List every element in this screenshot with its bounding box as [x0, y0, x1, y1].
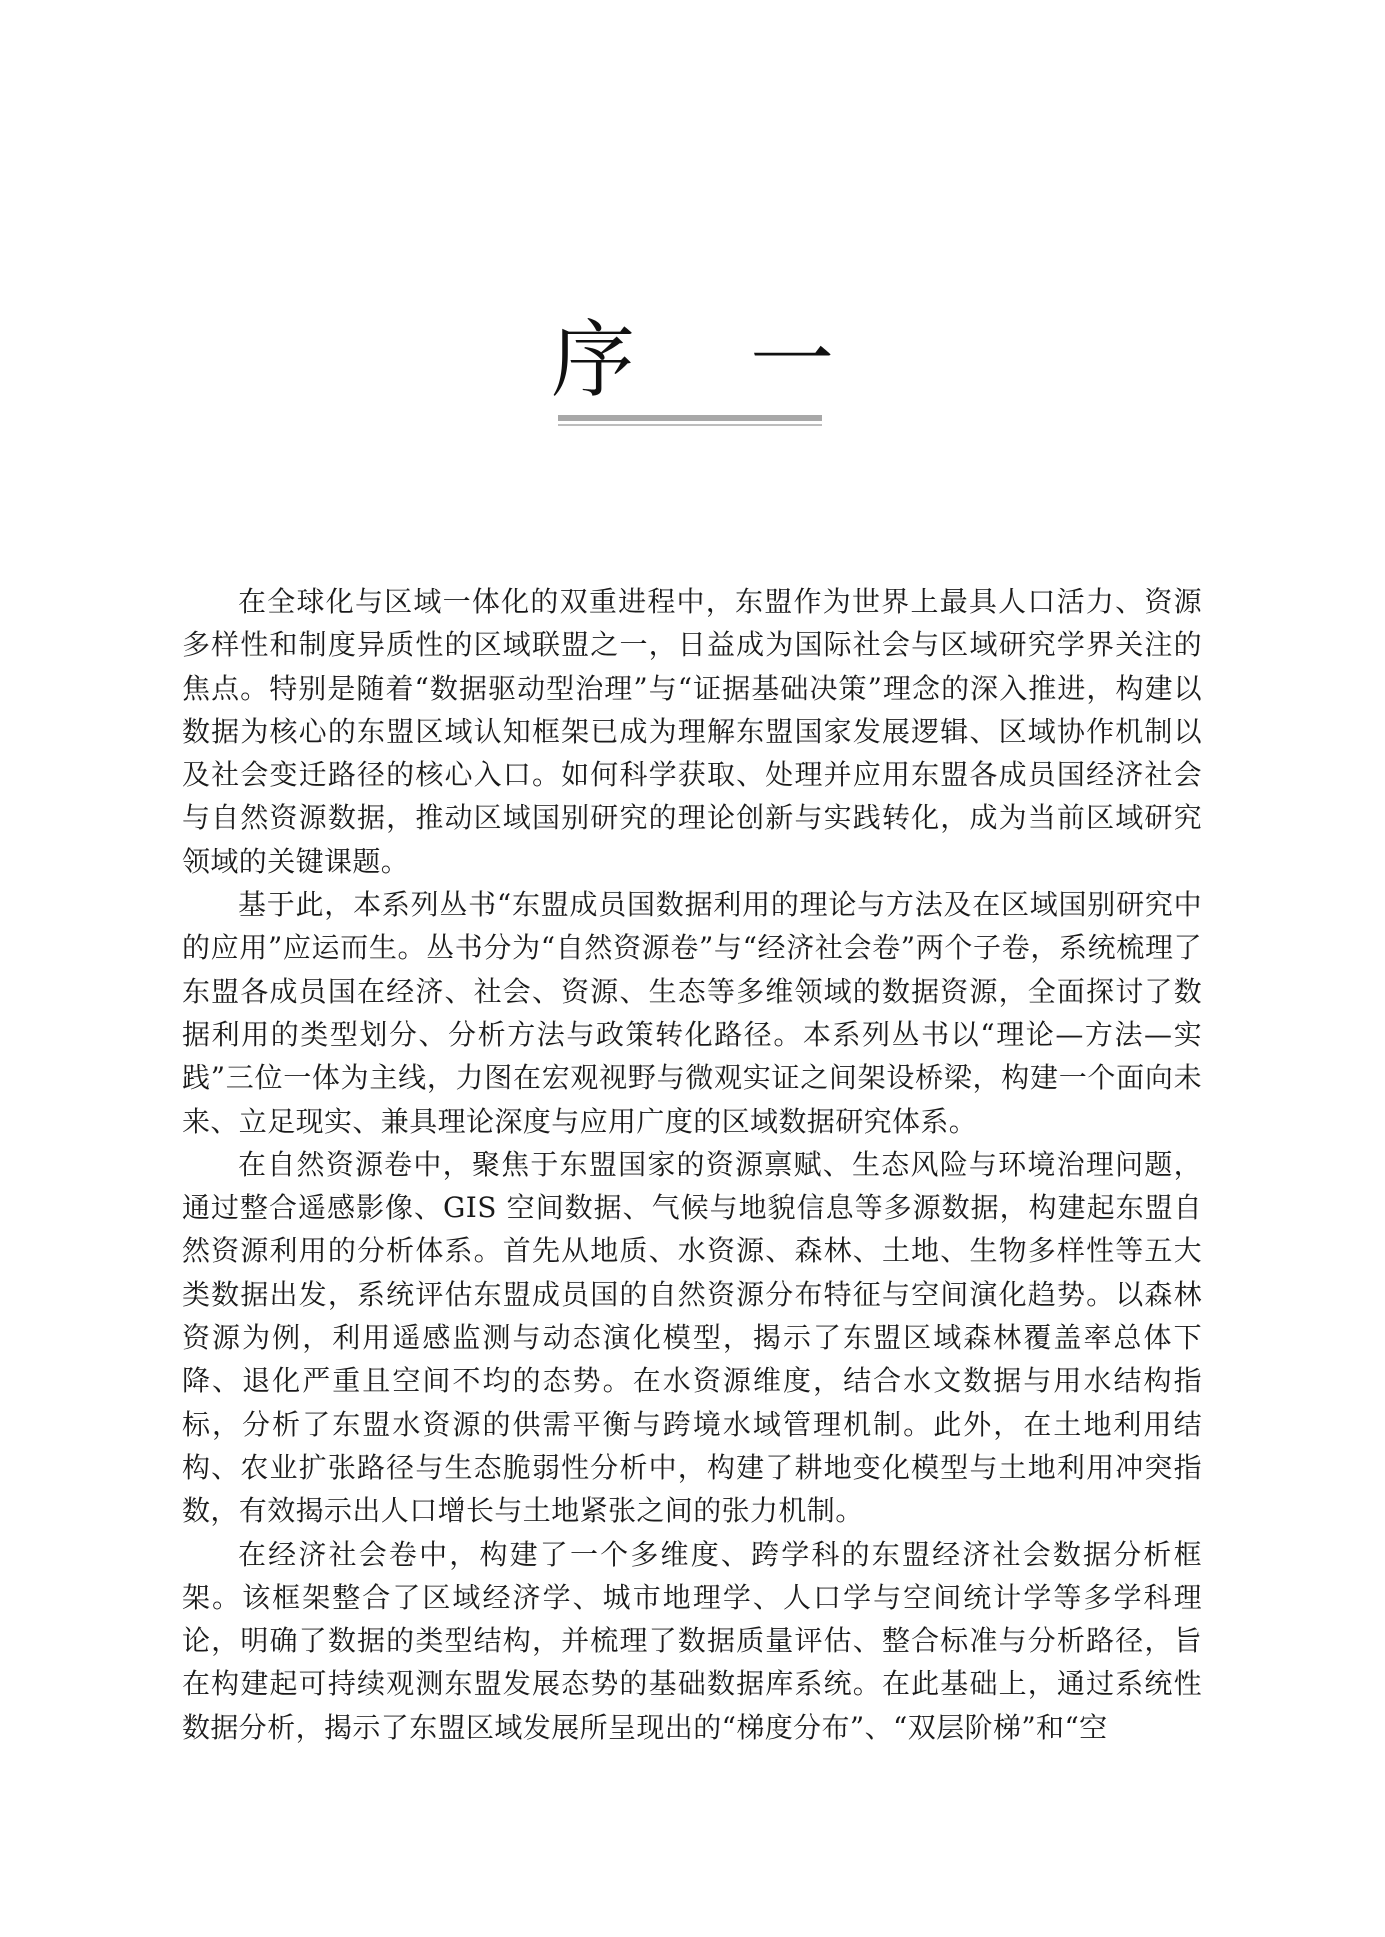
title-underline	[558, 415, 822, 427]
title-underline-thin	[558, 424, 822, 426]
preface-body	[182, 580, 1202, 1749]
paragraph-1: 在全球化与区域一体化的双重进程中，东盟作为世界上最具人口活力、资源多样性和制度异质性的区域联盟之一，日益成为国际社会与区域研究学界关注的焦点。特别是随着“数据驱动型治理”与“证据基础决策”理念的深入推进，构建以数据为核心的东盟区域认知框架已成为理解东盟国家发展逻辑、区域协作机制以及社会变迁路径的核心入口。如何科学获取、处理并应用东盟各成员国经济社会与自然资源数据，推动区域国别研究的理论创新与实践转化，成为当前区域研究领域的关键课题。	[182, 585, 1202, 878]
paragraph-3: 在自然资源卷中，聚焦于东盟国家的资源禀赋、生态风险与环境治理问题，通过整合遥感影像、GIS 空间数据、气候与地貌信息等多源数据，构建起东盟自然资源利用的分析体系。首先从地质、水资源、森林、土地、生物多样性等五大类数据出发，系统评估东盟成员国的自然资源分布特征与空间演化趋势。以森林资源为例，利用遥感监测与动态演化模型，揭示了东盟区域森林覆盖率总体下降、退化严重且空间不均的态势。在水资源维度，结合水文数据与用水结构指标，分析了东盟水资源的供需平衡与跨境水域管理机制。此外，在土地利用结构、农业扩张路径与生态脆弱性分析中，构建了耕地变化模型与土地利用冲突指数，有效揭示出人口增长与土地紧张之间的张力机制。	[182, 1147, 1202, 1528]
title-char-yi: 一	[750, 311, 835, 409]
preface-title-block	[0, 311, 1385, 409]
title-char-xu: 序	[550, 311, 635, 409]
paragraph-2: 基于此，本系列丛书“东盟成员国数据利用的理论与方法及在区域国别研究中的应用”应运而生。丛书分为“自然资源卷”与“经济社会卷”两个子卷，系统梳理了东盟各成员国在经济、社会、资源、生态等多维领域的数据资源，全面探讨了数据利用的类型划分、分析方法与政策转化路径。本系列丛书以“理论—方法—实践”三位一体为主线，力图在宏观视野与微观实证之间架设桥梁，构建一个面向未来、立足现实、兼具理论深度与应用广度的区域数据研究体系。	[182, 888, 1202, 1138]
preface-title	[550, 311, 835, 409]
paragraph-4: 在经济社会卷中，构建了一个多维度、跨学科的东盟经济社会数据分析框架。该框架整合了区域经济学、城市地理学、人口学与空间统计学等多学科理论，明确了数据的类型结构，并梳理了数据质量评估、整合标准与分析路径，旨在构建起可持续观测东盟发展态势的基础数据库系统。在此基础上，通过系统性数据分析，揭示了东盟区域发展所呈现出的“梯度分布”、“双层阶梯”和“空	[182, 1537, 1202, 1744]
title-underline-thick	[558, 415, 822, 421]
